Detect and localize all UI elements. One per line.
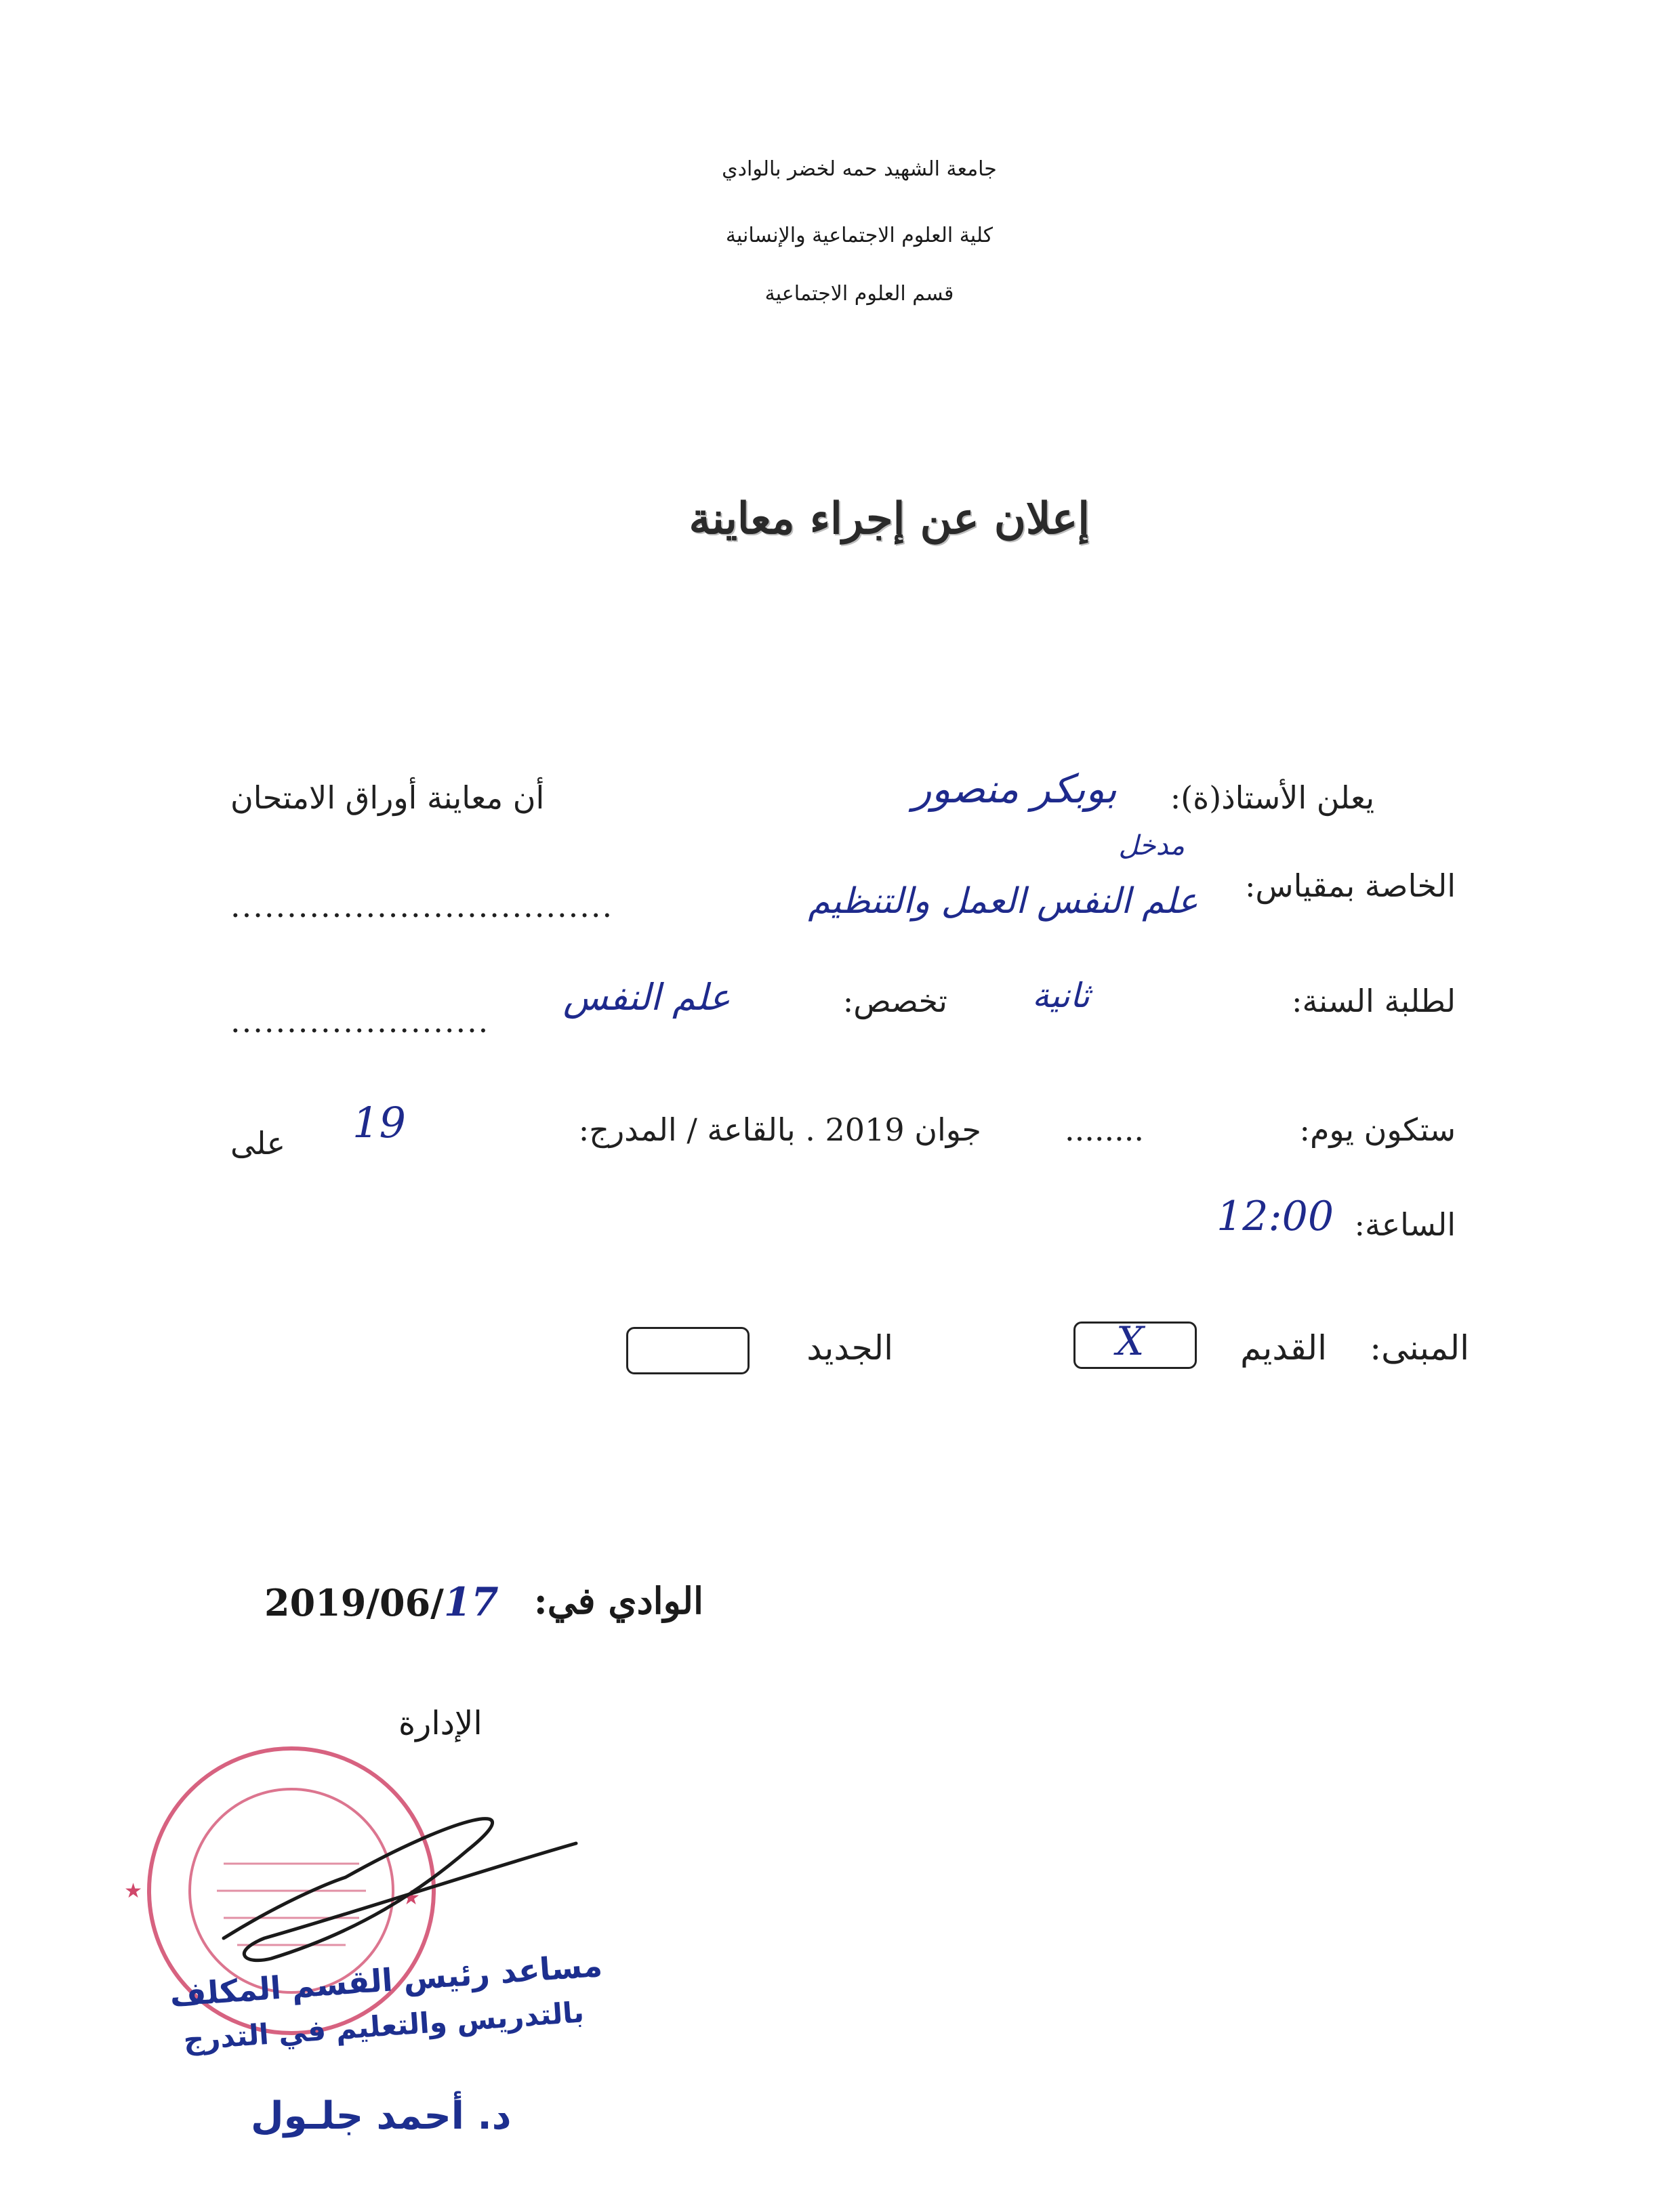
time-label: الساعة: [1354, 1206, 1456, 1243]
day-label: ستكون يوم: [1299, 1111, 1456, 1148]
date-line [264, 1579, 499, 1625]
professor-name-handwritten: بوبكر منصور [912, 766, 1117, 812]
month-year-room-label: جوان 2019 . بالقاعة / المدرج: [578, 1111, 981, 1148]
stamp-and-signature [102, 1735, 712, 2114]
specialty-value-handwritten: علم النفس [562, 976, 731, 1019]
date-prefix: الوادي في: [533, 1579, 703, 1622]
date-rest: 2019/06/ [264, 1581, 444, 1624]
svg-text:★: ★ [124, 1879, 142, 1903]
subject-label: الخاصة بمقياس: [1244, 867, 1456, 904]
signature-scribble [224, 1819, 576, 1961]
signature-name: د. أحمد جلـول [251, 2094, 512, 2138]
year-value-handwritten: ثانية [1032, 976, 1090, 1015]
signature-title-line2: بالتدريس والتعليم في التدرج [182, 1995, 586, 2057]
building-new-checkbox[interactable] [626, 1327, 750, 1374]
checkbox-x-mark: X [1116, 1318, 1145, 1364]
specialty-dots: ....................... [230, 1003, 490, 1040]
building-old-label: القديم [1240, 1328, 1327, 1368]
day-dots: ........ [1065, 1111, 1144, 1148]
line1-tail: أن معاينة أوراق الامتحان [230, 779, 545, 816]
building-old-checkbox[interactable] [1073, 1318, 1197, 1369]
page-title: إعلان عن إجراء معاينة [689, 493, 1090, 544]
subject-note-handwritten: مدخل [1118, 830, 1185, 861]
subject-dots: .................................. [230, 888, 614, 924]
admin-label: الإدارة [398, 1704, 483, 1742]
department-name: قسم العلوم الاجتماعية [764, 282, 954, 306]
building-label: المبنى: [1370, 1328, 1469, 1368]
signature-title-line1: مساعد رئيس القسم المكلف [168, 1946, 604, 2014]
professor-label: يعلن الأستاذ(ة): [1170, 779, 1374, 816]
subject-name-handwritten: علم النفس العمل والتنظيم [808, 881, 1198, 922]
building-new-label: الجديد [806, 1328, 893, 1368]
svg-text:★: ★ [402, 1886, 420, 1910]
line4-tail: على [230, 1125, 286, 1162]
year-label: لطلبة السنة: [1291, 983, 1456, 1019]
date-day-handwritten: 17 [443, 1579, 499, 1625]
university-name: جامعة الشهيد حمه لخضر بالوادي [722, 157, 997, 181]
room-value-handwritten: 19 [352, 1098, 406, 1147]
faculty-name: كلية العلوم الاجتماعية والإنسانية [725, 224, 994, 247]
specialty-label: تخصص: [842, 983, 947, 1019]
time-value-handwritten: 12:00 [1216, 1193, 1334, 1240]
